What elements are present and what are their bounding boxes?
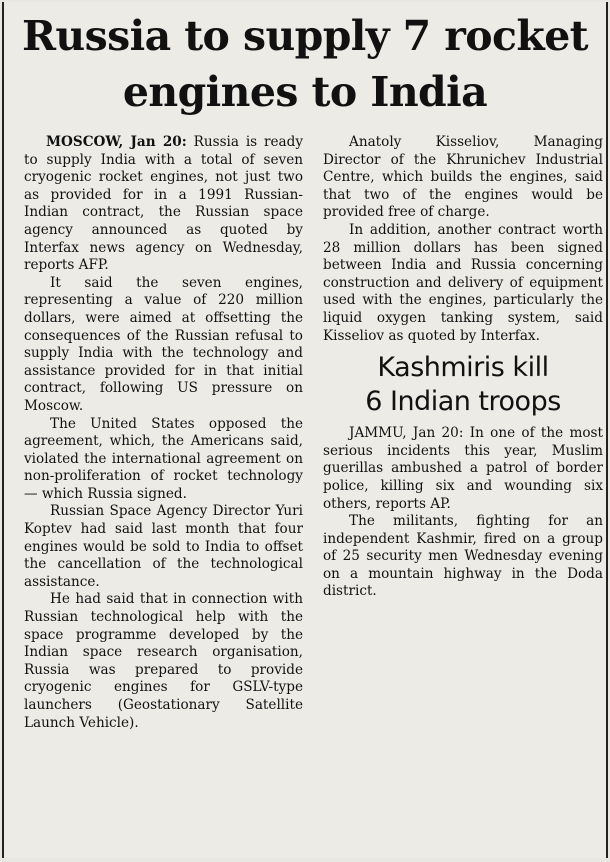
article-column-right bbox=[323, 134, 603, 601]
article-paragraph: It said the seven engines, representing a value of 220 million dollars, were aimed at offsetting the consequences of the Russian refusal to supply India with the technology and assistance provided for in that initial contract, following US pressure on Moscow. bbox=[24, 274, 303, 414]
article-paragraph: Anatoly Kisseliov, Managing Director of the Khrunichev Industrial Centre, which builds the engines, said that two of the engines would be provided free of charge. bbox=[323, 134, 603, 221]
secondary-article-dateline: JAMMU, Jan 20: bbox=[349, 425, 464, 442]
newspaper-clipping bbox=[2, 2, 608, 858]
main-headline-line-2: engines to India bbox=[122, 68, 488, 116]
article-dateline: MOSCOW, Jan 20: bbox=[46, 134, 187, 150]
article-paragraph: He had said that in connection with Russian technological help with the space programme developed by the Indian space research organisation, Russia was prepared to provide cryogenic engines for GSLV-type launchers (Geostationary Satellite Launch Vehicle). bbox=[24, 591, 303, 731]
secondary-article-paragraph: The militants, fighting for an independent Kashmir, fired on a group of 25 security men Wednesday evening on a mountain highway in the Doda district. bbox=[323, 513, 603, 600]
article-paragraph: MOSCOW, Jan 20: Russia is ready to supply India with a total of seven cryogenic rocket engines, not just two as provided for in a 1991 Russian-Indian contract, the Russian space agency announced as quoted by Interfax news agency on Wednesday, reports AFP. bbox=[24, 134, 303, 274]
article-column-left bbox=[24, 134, 303, 732]
article-paragraph: In addition, another contract worth 28 million dollars has been signed between India and Russia concerning construction and delivery of equipment used with the engines, particularly the liquid oxygen tanking system, said Kisseliov as quoted by Interfax. bbox=[323, 221, 603, 344]
main-headline-line-1: Russia to supply 7 rocket bbox=[21, 12, 589, 60]
secondary-article-paragraph: JAMMU, Jan 20: In one of the most serious incidents this year, Muslim guerillas ambushed a patrol of border police, killing six and wounding six others, reports AP. bbox=[323, 425, 603, 512]
secondary-headline-line-2: 6 Indian troops bbox=[365, 386, 561, 418]
article-paragraph: Russian Space Agency Director Yuri Koptev had said last month that four engines would be sold to India to offset the cancellation of the technological assistance. bbox=[24, 503, 303, 590]
article-paragraph: The United States opposed the agreement, which, the Americans said, violated the international agreement on non-proliferation of rocket technology — which Russia signed. bbox=[24, 415, 303, 502]
secondary-headline-line-1: Kashmiris kill bbox=[377, 352, 549, 384]
main-headline bbox=[12, 8, 598, 120]
secondary-headline bbox=[323, 351, 603, 419]
